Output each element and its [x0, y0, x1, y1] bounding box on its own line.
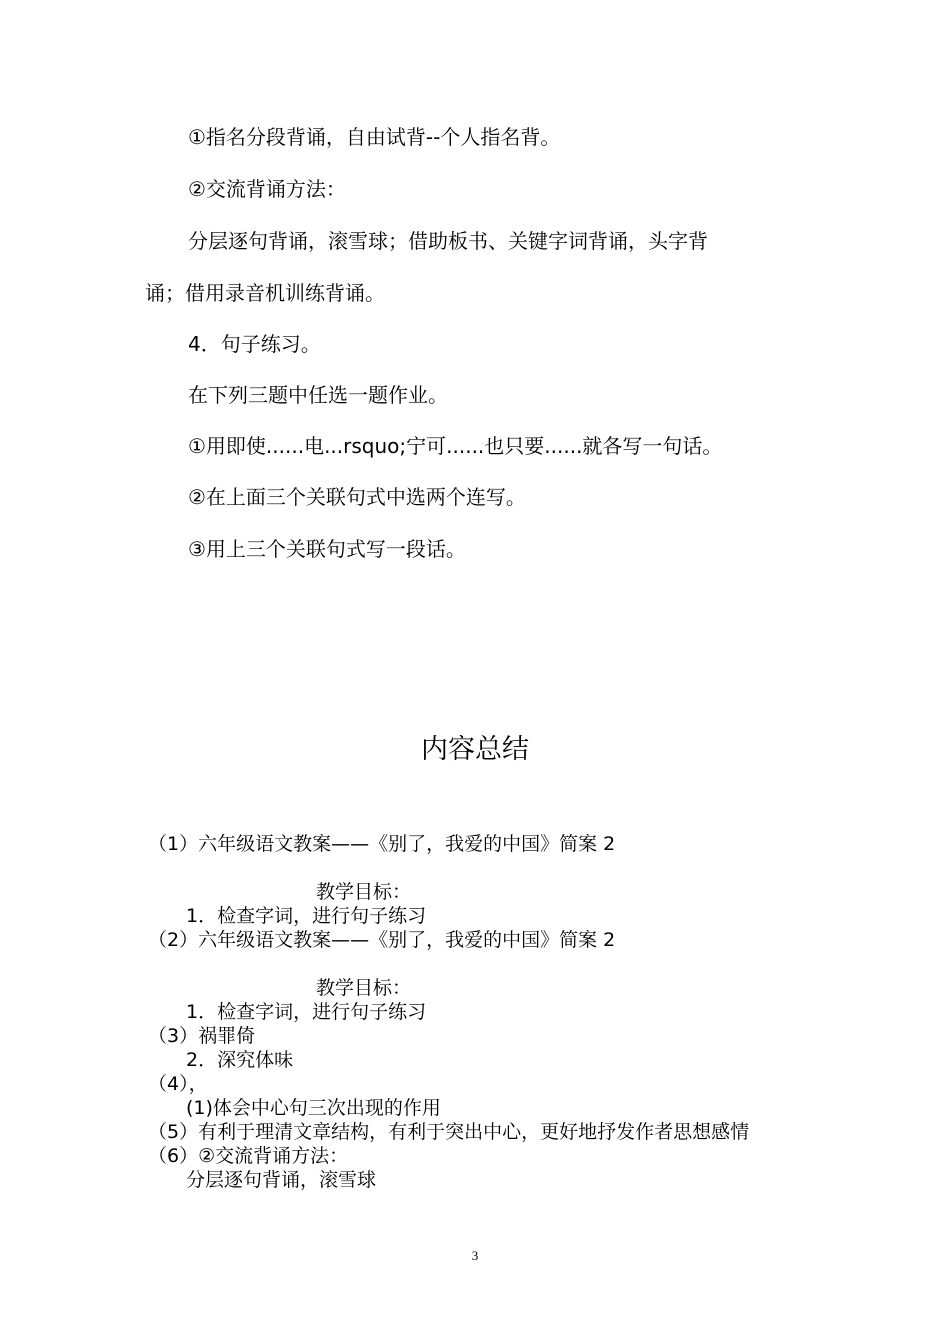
summary-item: 教学目标：: [316, 881, 412, 903]
body-line: 4．句子练习。: [188, 332, 321, 356]
summary-item: （2）六年级语文教案——《别了，我爱的中国》简案 2: [148, 929, 616, 951]
body-line: ①指名分段背诵，自由试背--个人指名背。: [188, 125, 561, 149]
summary-title: 内容总结: [421, 734, 529, 765]
summary-item: （6）②交流背诵方法：: [148, 1145, 349, 1167]
summary-item: （3）祸罪倚: [148, 1025, 256, 1047]
body-line: ③用上三个关联句式写一段话。: [188, 537, 466, 561]
body-line: 诵；借用录音机训练背诵。: [145, 281, 385, 305]
summary-item: 分层逐句背诵，滚雪球: [186, 1169, 377, 1191]
summary-item: 2．深究体味: [186, 1049, 294, 1071]
body-line: ①用即使......电...rsquo;宁可......也只要......就各写一句话。: [188, 434, 723, 458]
summary-item: (1)体会中心句三次出现的作用: [186, 1097, 441, 1119]
summary-item: 1．检查字词，进行句子练习: [186, 905, 427, 927]
summary-item: 教学目标：: [316, 977, 412, 999]
body-line: 在下列三题中任选一题作业。: [188, 383, 448, 407]
body-line: ②在上面三个关联句式中选两个连写。: [188, 485, 526, 509]
body-line: 分层逐句背诵，滚雪球；借助板书、关键字词背诵，头字背: [188, 229, 708, 253]
summary-item: （4），: [148, 1073, 208, 1095]
page-number: 3: [471, 1248, 479, 1263]
body-line: ②交流背诵方法：: [188, 177, 346, 201]
summary-item: （5）有利于理清文章结构，有利于突出中心，更好地抒发作者思想感情: [148, 1121, 750, 1143]
summary-item: 1．检查字词，进行句子练习: [186, 1001, 427, 1023]
summary-item: （1）六年级语文教案——《别了，我爱的中国》简案 2: [148, 833, 616, 855]
